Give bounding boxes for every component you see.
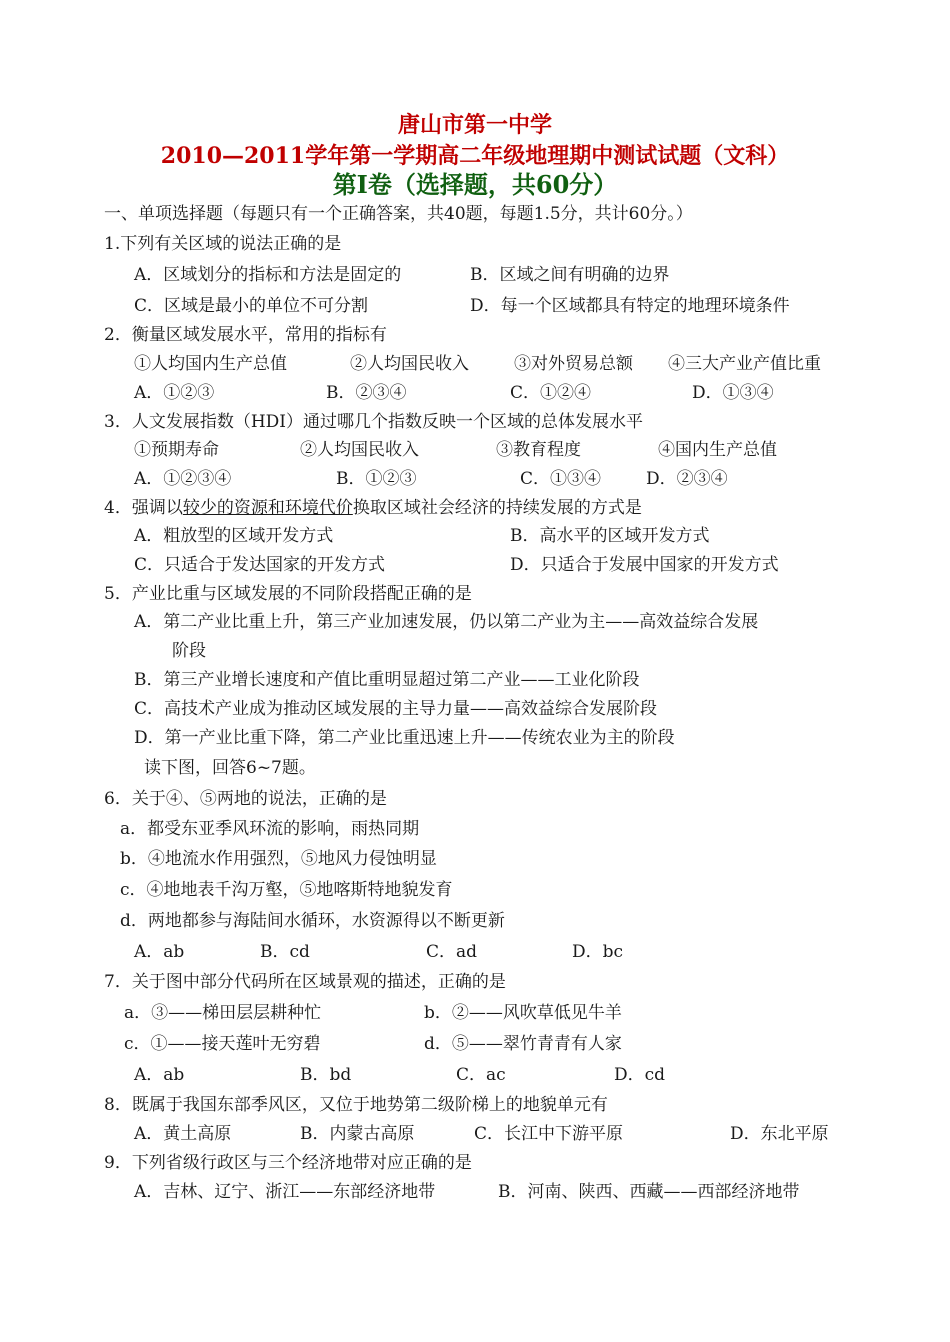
- q3-item-4: ④国内生产总值: [658, 440, 777, 460]
- q5-stem: 5．产业比重与区域发展的不同阶段搭配正确的是: [104, 584, 472, 604]
- q7-statement-c: c．①——接天莲叶无穷碧: [124, 1034, 321, 1054]
- q5-option-c: C．高技术产业成为推动区域发展的主导力量——高效益综合发展阶段: [134, 699, 658, 719]
- q3-item-3: ③教育程度: [496, 440, 581, 460]
- q9-option-a: A．吉林、辽宁、浙江——东部经济地带: [134, 1182, 436, 1202]
- q6-option-c: C．ad: [426, 942, 478, 962]
- read-note: 读下图，回答6~7题。: [144, 758, 316, 778]
- q2-option-a: A．①②③: [134, 383, 215, 403]
- q7-stem: 7．关于图中部分代码所在区域景观的描述，正确的是: [104, 972, 506, 992]
- q5-option-b: B．第三产业增长速度和产值比重明显超过第二产业——工业化阶段: [134, 670, 640, 690]
- q7-option-c: C．ac: [456, 1065, 506, 1085]
- instructions: 一、单项选择题（每题只有一个正确答案，共40题，每题1.5分，共计60分。）: [104, 204, 693, 224]
- q1-option-c: C．区域是最小的单位不可分割: [134, 296, 369, 316]
- q1-option-d: D．每一个区域都具有特定的地理环境条件: [470, 296, 790, 316]
- q2-option-b: B．②③④: [326, 383, 407, 403]
- q8-option-d: D．东北平原: [730, 1124, 829, 1144]
- q2-item-3: ③对外贸易总额: [514, 354, 633, 374]
- q6-statement-d: d．两地都参与海陆间水循环，水资源得以不断更新: [120, 911, 505, 931]
- q8-option-a: A．黄土高原: [134, 1124, 232, 1144]
- q5-option-a-cont: 阶段: [172, 641, 206, 661]
- exam-title: 2010—2011学年第一学期高二年级地理期中测试试题（文科）: [160, 143, 790, 169]
- q8-option-c: C．长江中下游平原: [474, 1124, 624, 1144]
- q7-statement-b: b．②——风吹草低见牛羊: [424, 1003, 622, 1023]
- q2-item-1: ①人均国内生产总值: [134, 354, 287, 374]
- q3-item-2: ②人均国民收入: [300, 440, 419, 460]
- q3-option-d: D．②③④: [646, 469, 728, 489]
- q5-option-d: D．第一产业比重下降，第二产业比重迅速上升——传统农业为主的阶段: [134, 728, 675, 748]
- q2-item-4: ④三大产业产值比重: [668, 354, 821, 374]
- q2-stem: 2．衡量区域发展水平，常用的指标有: [104, 325, 387, 345]
- q6-statement-a: a．都受东亚季风环流的影响，雨热同期: [120, 819, 420, 839]
- q9-option-b: B．河南、陕西、西藏——西部经济地带: [498, 1182, 800, 1202]
- q9-stem: 9．下列省级行政区与三个经济地带对应正确的是: [104, 1153, 472, 1173]
- q7-option-b: B．bd: [300, 1065, 352, 1085]
- q3-option-c: C．①③④: [520, 469, 602, 489]
- q4-option-b: B．高水平的区域开发方式: [510, 526, 710, 546]
- q3-option-a: A．①②③④: [134, 469, 232, 489]
- section-title: 第Ⅰ卷（选择题，共60分）: [332, 170, 618, 199]
- q7-option-d: D．cd: [614, 1065, 666, 1085]
- q6-statement-b: b．④地流水作用强烈，⑤地风力侵蚀明显: [120, 849, 437, 869]
- q3-option-b: B．①②③: [336, 469, 417, 489]
- q4-stem-pre: 4．强调以: [104, 498, 183, 518]
- q4-stem-post: 换取区域社会经济的持续发展的方式是: [352, 498, 642, 518]
- q4-stem-underlined: 较少的资源和环境代价: [182, 498, 353, 518]
- q7-statement-a: a．③——梯田层层耕种忙: [124, 1003, 322, 1023]
- q2-option-d: D．①③④: [692, 383, 774, 403]
- q6-statement-c: c．④地地表千沟万壑，⑤地喀斯特地貌发育: [120, 880, 453, 900]
- q2-item-2: ②人均国民收入: [350, 354, 469, 374]
- q7-option-a: A．ab: [134, 1065, 185, 1085]
- q2-option-c: C．①②④: [510, 383, 592, 403]
- school-title: 唐山市第一中学: [397, 112, 552, 138]
- q4-option-c: C．只适合于发达国家的开发方式: [134, 555, 386, 575]
- q6-option-a: A．ab: [134, 942, 185, 962]
- q4-option-d: D．只适合于发展中国家的开发方式: [510, 555, 779, 575]
- q6-stem: 6．关于④、⑤两地的说法，正确的是: [104, 789, 387, 809]
- q4-stem: [104, 496, 642, 520]
- q3-item-1: ①预期寿命: [134, 440, 219, 460]
- q8-option-b: B．内蒙古高原: [300, 1124, 415, 1144]
- q3-stem: 3．人文发展指数（HDI）通过哪几个指数反映一个区域的总体发展水平: [104, 412, 643, 432]
- q8-stem: 8．既属于我国东部季风区，又位于地势第二级阶梯上的地貌单元有: [104, 1095, 608, 1115]
- q6-option-b: B．cd: [260, 942, 310, 962]
- q1-stem: 1.下列有关区域的说法正确的是: [104, 234, 342, 254]
- q4-option-a: A．粗放型的区域开发方式: [134, 526, 334, 546]
- q7-statement-d: d．⑤——翠竹青青有人家: [424, 1034, 622, 1054]
- q1-option-a: A．区域划分的指标和方法是固定的: [134, 265, 402, 285]
- q6-option-d: D．bc: [572, 942, 624, 962]
- q5-option-a: A．第二产业比重上升，第三产业加速发展，仍以第二产业为主——高效益综合发展: [134, 612, 759, 632]
- q1-option-b: B．区域之间有明确的边界: [470, 265, 670, 285]
